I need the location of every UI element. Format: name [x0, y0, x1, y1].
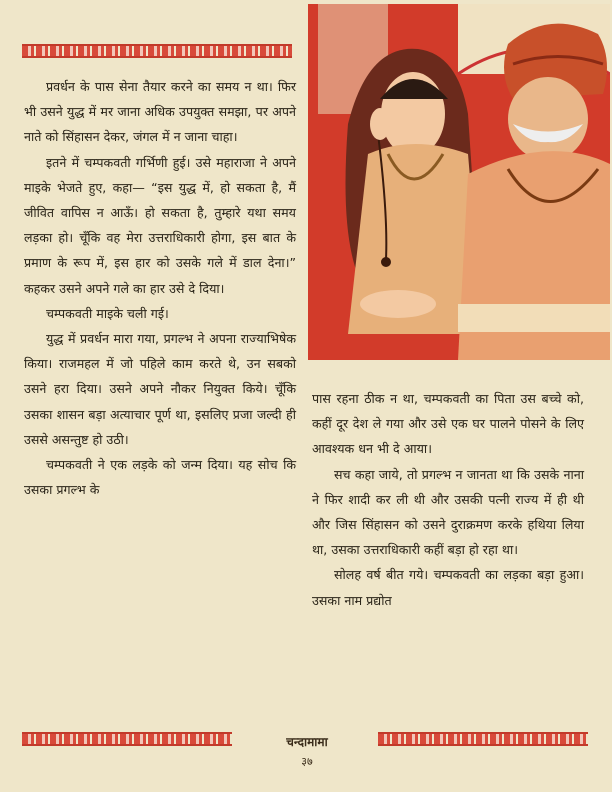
- paragraph: चम्पकवती ने एक लड़के को जन्म दिया। यह सोच कि उसका प्रगल्भ के: [24, 457, 296, 498]
- paragraph: प्रवर्धन के पास सेना तैयार करने का समय न था। फिर भी उसने युद्ध में मर जाना अधिक उपयुक्त समझा, पर अपने नाते को सिंहासन देकर, जंगल में न जाना चाहा।: [24, 79, 296, 145]
- paragraph: चम्पकवती माइके चली गई।: [46, 305, 169, 321]
- magazine-title: चन्दामामा: [286, 735, 328, 749]
- paragraph: युद्ध में प्रवर्धन मारा गया, प्रगल्भ ने अपना राज्याभिषेक किया। राजमहल में जो पहिले काम करते थे, उन सबको उसने हरा दिया। उसने अपने नौकर नियुक्त किये। चूँकि उसका शासन बड़ा अत्याचार पूर्ण था, इसलिए प्रजा जल्दी ही उससे असन्तुष्ट हो उठी।: [24, 331, 296, 447]
- paragraph: सच कहा जाये, तो प्रगल्भ न जानता था कि उसके नाना ने फिर शादी कर ली थी और उसकी पत्नी राज्य में ही थी और जिस सिंहासन को उसने दुराक्रमण करके हथिया लिया था, उसका उत्तराधिकारी कहीं बड़ा हो रहा था।: [312, 466, 584, 558]
- story-illustration: [308, 4, 610, 360]
- paragraph: सोलह वर्ष बीत गये। चम्पकवती का लड़का बड़ा हुआ। उसका नाम प्रद्योत: [312, 567, 584, 608]
- paragraph: इतने में चम्पकवती गर्भिणी हुई। उसे महाराजा ने अपने माइके भेजते हुए, कहा— “इस युद्ध में, हो सकता है, मैं जीवित वापिस न आऊँ। हो सकता है, तुम्हारे यथा समय लड़का हो। चूँकि वह मेरा उत्तराधिकारी होगा, इस बात के प्रमाण के रूप में, इस हार को उसके गले में डाल देना।” कहकर उसने अपने गले का हार उसे दे दिया।: [24, 154, 296, 296]
- left-column: [24, 74, 296, 502]
- right-column: [312, 386, 584, 613]
- page-number: ३७: [301, 755, 313, 768]
- bottom-border-ornament-right: [378, 732, 588, 746]
- paragraph: पास रहना ठीक न था, चम्पकवती का पिता उस बच्चे को, कहीं दूर देश ले गया और उसे एक घर पालने पोसने के लिए आवश्यक धन भी दे आया।: [312, 391, 584, 457]
- bottom-border-ornament-left: [22, 732, 232, 746]
- top-border-ornament: [22, 44, 292, 58]
- illustration-drawing: [308, 4, 610, 360]
